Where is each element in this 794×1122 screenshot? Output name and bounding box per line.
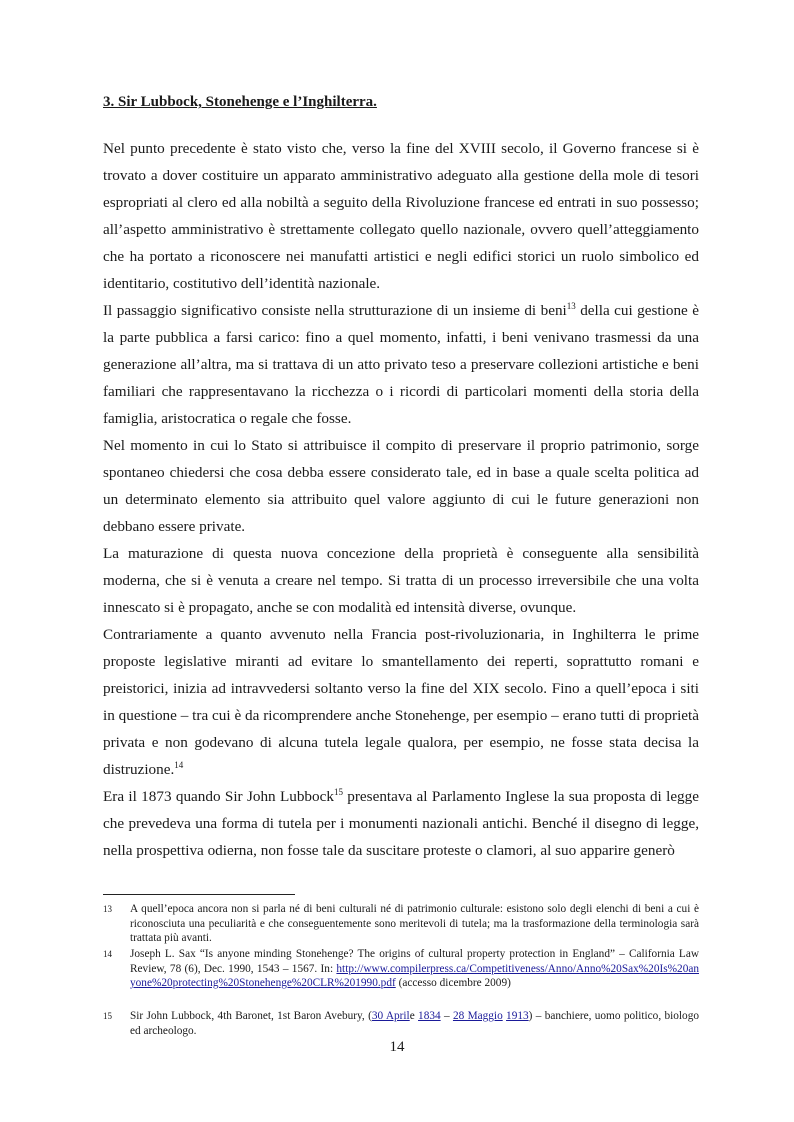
footnote-13-text: A quell’epoca ancora non si parla né di beni culturali né di patrimonio culturale: esistono solo degli elenchi di beni a cui è riconosciuta una peculiarità e che conseguentemente sono meritevoli di tutela; ma la trasformazione della terminologia sarà trattata più avanti. (130, 903, 699, 944)
footnote-15 (103, 1009, 699, 1038)
footnote-14-link[interactable]: http://www.compilerpress.ca/Competitiveness/Anno/Anno%20Sax%20Is%20anyone%20protecting%20Stonehenge%20CLR%201990.pdf (130, 962, 699, 989)
footnote-15-link-death-year[interactable]: 1913 (506, 1010, 529, 1022)
paragraph-3: Nel momento in cui lo Stato si attribuisce il compito di preservare il proprio patrimonio, sorge spontaneo chiedersi che cosa debba essere considerato tale, ed in base a quale scelta politica ad un determinato elemento sia attribuito quel valore aggiunto di cui le future generazioni non debbano essere private. (103, 437, 699, 535)
footnote-15-number: 15 (103, 1011, 112, 1021)
footnote-separator (103, 894, 295, 895)
paragraph-6-text-b: presentava al Parlamento Inglese la sua proposta di legge che prevedeva una forma di tutela per i monumenti nazionali antichi. Benché il disegno di legge, nella prospettiva odierna, non fosse tale da suscitare proteste o clamori, al suo apparire generò (103, 788, 699, 859)
footnote-14-citation: Joseph L. Sax “Is anyone minding Stonehenge? The origins of cultural property protection in England” – California Law Review, 78 (6), Dec. 1990, 1543 – 1567. In: (130, 948, 699, 975)
footnote-14-number: 14 (103, 949, 112, 959)
footnote-13-number: 13 (103, 904, 112, 914)
footnote-15-text-b: ) – banchiere, uomo politico, biologo ed archeologo. (130, 1010, 699, 1037)
footnote-15-text-a: Sir John Lubbock, 4th Baronet, 1st Baron Avebury, ( (130, 1010, 372, 1022)
footnote-15-t2: e (409, 1010, 419, 1022)
paragraph-5 (103, 621, 699, 783)
page-number: 14 (389, 1039, 405, 1055)
footnote-ref-13[interactable]: 13 (566, 301, 576, 311)
footnote-ref-15[interactable]: 15 (333, 787, 343, 797)
footnote-14-text (130, 947, 699, 991)
footnote-14 (103, 947, 699, 991)
paragraph-2-text-b: della cui gestione è la parte pubblica a farsi carico: fino a quel momento, infatti, i beni venivano trasmessi da una generazione all’altra, ma si trattava di un atto privato teso a preservare collezioni artistiche e beni familiari che rappresentavano la ricchezza o i ricordi di particolari momenti della storia della famiglia, aristocratica o regale che fosse. (103, 302, 699, 427)
paragraph-2-text-a: Il passaggio significativo consiste nella strutturazione di un insieme di beni (103, 302, 567, 319)
paragraph-5-text: Contrariamente a quanto avvenuto nella Francia post-rivoluzionaria, in Inghilterra le prime proposte legislative miranti ad evitare lo smantellamento dei reperti, soprattutto romani e preistorici, inizia ad intravvedersi soltanto verso la fine del XIX secolo. Fino a quell’epoca i siti in questione – tra cui è da ricomprendere anche Stonehenge, per esempio – erano tutti di proprietà privata e non godevano di alcuna tutela legale qualora, per esempio, ne fosse stata decisa la distruzione. (103, 626, 699, 778)
footnote-ref-14[interactable]: 14 (174, 760, 184, 770)
footnote-13 (103, 902, 699, 946)
paragraph-6-text-a: Era il 1873 quando Sir John Lubbock (103, 788, 334, 805)
paragraph-6 (103, 783, 699, 864)
paragraph-2 (103, 297, 699, 432)
section-heading: 3. Sir Lubbock, Stonehenge e l’Inghilterra. (103, 94, 377, 110)
footnote-15-link-birth-year[interactable]: 1834 (418, 1010, 441, 1022)
body-text (103, 135, 699, 864)
paragraph-4: La maturazione di questa nuova concezione della proprietà è conseguente alla sensibilità moderna, che si è venuta a creare nel tempo. Si tratta di un processo irreversibile che una volta innescato si è propagato, anche se con modalità ed intensità diverse, ovunque. (103, 545, 699, 616)
footnote-15-t3: – (440, 1010, 453, 1022)
footnote-15-link-death-day[interactable]: 28 Maggio (452, 1010, 503, 1022)
footnote-14-access-note: (accesso dicembre 2009) (395, 977, 511, 989)
footnote-15-link-birth-day[interactable]: 30 April (371, 1010, 410, 1022)
paragraph-1: Nel punto precedente è stato visto che, verso la fine del XVIII secolo, il Governo francese si è trovato a dover costituire un apparato amministrativo adeguato alla gestione della mole di tesori espropriati al clero ed alla nobiltà a seguito della Rivoluzione francese ed entrati in suo possesso; all’aspetto amministrativo è strettamente collegato quello nazionale, ovvero quell’atteggiamento che ha portato a riconoscere nei manufatti artistici e negli edifici storici un ruolo simbolico ed identitario, costitutivo dell’identità nazionale. (103, 140, 699, 292)
footnote-15-text (130, 1009, 699, 1038)
